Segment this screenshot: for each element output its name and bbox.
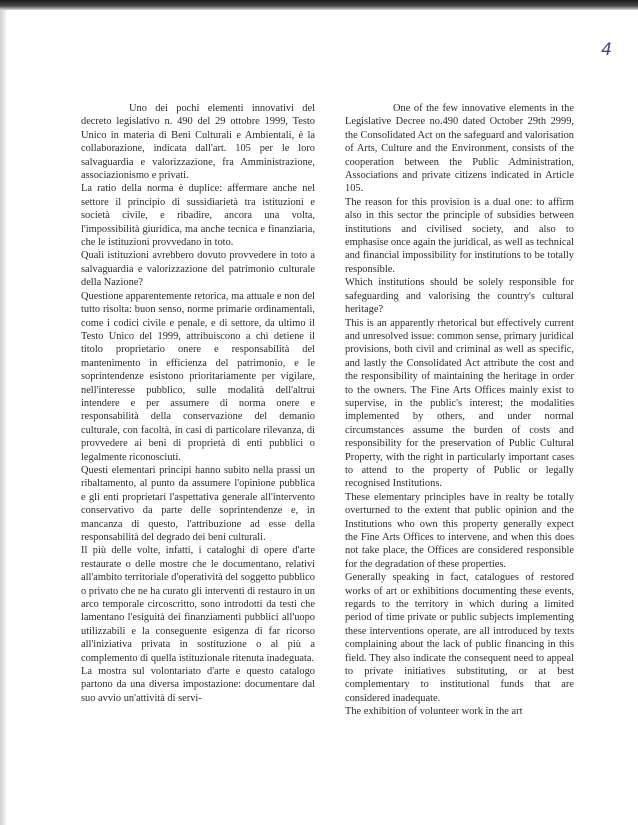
english-paragraph: One of the few innovative elements in the Legislative Decree no.490 dated October 29th 2999, the Consolidated Act on the safeguard and valorisation of Arts, Culture and the Environment, consists of the cooperation between the Public Administration, Associations and private citizens indicated in Article 105.: [345, 103, 574, 195]
english-text-column: [345, 102, 574, 719]
page-number: 4: [601, 40, 612, 60]
english-paragraph: The exhibition of volunteer work in the art: [345, 706, 523, 718]
italian-text-column: [81, 102, 315, 705]
italian-paragraph: Il più delle volte, infatti, i cataloghi di opere d'arte restaurate o delle mostre che le documentano, relativi all'ambito territoriale d'operatività del soggetto pubblico o privato che ne ha curato gli interventi di restauro in un arco temporale circoscritto, sono introdotti da testi che lamentano l'esiguità dei finanziamenti pubblici all'uopo utilizzabili e la conseguente esigenza di far ricorso all'iniziativa privata in sostituzione o al più a complemento di quella istituzionale ritenuta inadeguata.: [81, 545, 316, 664]
english-paragraph: This is an apparently rhetorical but effectively current and unresolved issue: common sense, primary juridical provisions, both civil and criminal as well as specific, and lastly the Consolidated Act attribute the cost and the responsibility of maintaining the heritage in order to the owners. The Fine Arts Offices mainly exist to supervise, in the public's interest; the modalities implemented by others, and under normal circumstances assume the burden of costs and responsibility for the preservation of Public Cultural Property, with the right in particularly important cases to attend to the property of Public or legally recognised Institutions.: [345, 317, 574, 490]
english-paragraph: These elementary principles have in realty be totally overturned to the extent that public opinion and the Institutions who own this property generally expect the Fine Arts Offices to intervene, and when this does not take place, the Offices are considered responsible for the degradation of these properties.: [345, 491, 574, 570]
scan-top-border: [0, 0, 638, 10]
italian-paragraph: Uno dei pochi elementi innovativi del decreto legislativo n. 490 del 29 ottobre 1999, Testo Unico in materia di Beni Culturali e Ambientali, è la collaborazione, indicata dall'art. 105 per le loro salvaguardia e valorizzazione, fra Amministrazione, associazionismo e privati.: [81, 103, 315, 182]
english-paragraph: Generally speaking in fact, catalogues of restored works of art or exhibitions documenting these events, regards to the territory in which during a limited period of time private or public subjects implementing these interventions operate, are all introduced by texts complaining about the lack of public financing in this field. They also indicate the consequent need to appeal to private initiatives substituting, or at best complementary to institutional funds that are considered inadequate.: [345, 572, 574, 704]
italian-paragraph: Quali istituzioni avrebbero dovuto provvedere in toto a salvaguardia e valorizzazione del patrimonio culturale della Nazione?: [81, 250, 315, 289]
scan-left-shadow: [0, 10, 6, 825]
english-paragraph: The reason for this provision is a dual one: to affirm also in this sector the principle of subsidies between institutions and civilised society, and also to emphasise once again the juridical, as well as technical and financial impossibility for institutions to be totally responsible.: [345, 196, 574, 275]
italian-paragraph: Questione apparentemente retorica, ma attuale e non del tutto risolta: buon senso, norme primarie ordinamentali, come i codici civile e penale, e di settore, da ultimo il Testo Unico del 1999, attribuiscono a chi detiene il titolo proprietario onere e responsabilità del mantenimento in efficienza del patrimonio, e le soprintendenze esistono prioritariamente per vigilare, nell'interesse pubblico, sulle modalità dell'altrui intendere e per assumere di norma onere e responsabilità della conservazione del demanio culturale, con facoltà, in casi di particolare rilevanza, di provvedere ai beni di proprietà di enti pubblici o legalmente riconosciuti.: [81, 290, 315, 463]
italian-paragraph: La mostra sul volontariato d'arte e questo catalogo partono da una diversa impostazione: documentare dal suo avvio un'attività di servi-: [81, 666, 315, 704]
english-paragraph: Which institutions should be solely responsible for safeguarding and valorising the country's cultural heritage?: [345, 277, 574, 316]
italian-paragraph: La ratio della norma è duplice: affermare anche nel settore il principio di sussidiarietà tra istituzioni e società civile, e ribadire, ancora una volta, l'impossibilità giuridica, ma anche tecnica e finanziaria, che le istituzioni provvedano in toto.: [81, 183, 315, 249]
italian-paragraph: Questi elementari principi hanno subito nella prassi un ribaltamento, al punto da assumere l'opinione pubblica e gli enti proprietari l'aspettativa generale all'intervento conservativo da parte delle soprintendenze e, in mancanza di questo, l'attribuzione ad esse della responsabilità del degrado dei beni culturali.: [81, 464, 315, 543]
